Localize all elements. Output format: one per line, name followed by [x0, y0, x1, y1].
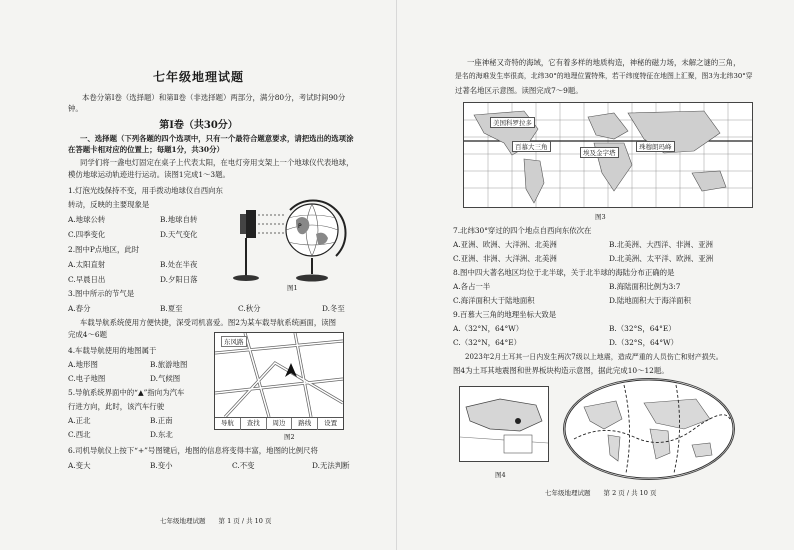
nav-tab-3: 周边	[267, 418, 293, 430]
figure-3-caption: 图3	[595, 213, 606, 221]
figure-1-lamp-globe	[232, 190, 352, 290]
epicenter-icon	[515, 418, 521, 424]
q7-option-a: A.亚洲、欧洲、大洋洲、北美洲	[453, 240, 557, 249]
q1-option-d: D.天气变化	[160, 230, 198, 239]
q3-option-d: D.冬至	[322, 304, 345, 313]
q4-option-d: D.气候图	[150, 374, 181, 383]
q2-option-d: D.夕阳日落	[160, 275, 198, 284]
question-5-cont: 行进方向，此时，该汽车行驶	[68, 402, 165, 411]
q5-option-b: B.正南	[150, 416, 173, 425]
q7-option-c: C.亚洲、非洲、大洋洲、北美洲	[453, 254, 557, 263]
section-heading: 第Ⅰ卷（共30分）	[159, 120, 238, 131]
q1-option-a: A.地球公转	[68, 215, 106, 224]
q8-option-c: C.海洋面积大于陆地面积	[453, 296, 535, 305]
question-3: 3.图中所示的节气是	[68, 289, 135, 298]
nav-bottom-bar	[215, 417, 343, 430]
page-2-footer: 七年级地理试题 第 2 页 / 共 10 页	[545, 489, 657, 497]
q1-option-b: B.地球自转	[160, 215, 198, 224]
lamp-head	[246, 210, 256, 238]
q6-option-a: A.变大	[68, 461, 91, 470]
question-8: 8.图中四大著名地区均位于北半球，关于北半球的海陆分布正确的是	[453, 268, 675, 277]
question-6: 6.司机导航仪上按下“+”号图键后，地图的信息将变得丰富，地图的比例尺将	[68, 446, 318, 455]
light-rays	[258, 215, 284, 233]
intro-line-2: 钟。	[68, 104, 83, 113]
figure-2-navigation-map	[214, 332, 344, 430]
q4-option-b: B.旅游地图	[150, 360, 188, 369]
q6-option-d: D.无法判断	[312, 461, 350, 470]
figure-4-caption: 图4	[495, 471, 506, 479]
q6-option-b: B.变小	[150, 461, 173, 470]
context-line-2: 模仿地球运动轨迹进行运动。读图1完成1～3题。	[68, 170, 230, 179]
q5-option-d: D.东北	[150, 430, 173, 439]
question-9: 9.百慕大三角的地理坐标大致是	[453, 310, 557, 319]
question-1: 1.灯泡光线保持不变，用手拨动地球仪自西向东	[68, 186, 223, 195]
q4-option-a: A.地形图	[68, 360, 98, 369]
context-line-3: 车载导航系统使用方便快捷，深受司机喜爱。图2为某车载导航系统画面，读图	[80, 318, 336, 327]
figure-4-turkey-map	[459, 386, 549, 462]
q2-option-c: C.早晨日出	[68, 275, 106, 284]
page-2	[397, 0, 794, 550]
q2-option-b: B.处在半夜	[160, 260, 198, 269]
q7-option-b: B.北美洲、大西洋、非洲、亚洲	[609, 240, 713, 249]
q9-option-b: B.（32°S，64°E）	[609, 324, 676, 333]
q9-option-d: D.（32°S，64°W）	[609, 338, 679, 347]
q8-option-b: B.海陆面积比例为3:7	[609, 282, 681, 291]
globe	[286, 204, 338, 256]
q3-option-c: C.秋分	[238, 304, 261, 313]
figure-4-plate-map	[563, 378, 735, 480]
exam-title: 七年级地理试题	[152, 70, 244, 84]
lamp-shade	[240, 214, 246, 234]
intro-line-1: 本卷分第Ⅰ卷（选择题）和第Ⅱ卷（非选择题）两部分，满分80分，考试时间90分	[82, 93, 346, 102]
q3-option-b: B.夏至	[160, 304, 183, 313]
nav-road-label: 东风路	[221, 336, 247, 347]
map-label-bermuda: 百慕大三角	[512, 141, 551, 152]
passage-line-3: 过著名地区示意图。读图完成7～9题。	[455, 86, 583, 95]
passage-line-1: 一座神秘又奇特的海域，它有着多样的地质构造，神秘的磁力场，未解之谜的三角，	[467, 58, 741, 67]
context-line-6: 图4为土耳其地震图和世界板块构造示意图，据此完成10～12题。	[453, 366, 669, 375]
q1-option-c: C.四季变化	[68, 230, 106, 239]
q4-option-c: C.电子地图	[68, 374, 106, 383]
figure-1-caption: 图1	[287, 284, 298, 292]
figure-3-world-map	[463, 102, 753, 208]
question-7: 7.北纬30°穿过的四个地点自西向东依次在	[453, 226, 592, 235]
q6-option-c: C.不变	[232, 461, 255, 470]
instruction-line-2: 在答题卡相对应的位置上；每题1分，共30分）	[68, 145, 224, 154]
q2-option-a: A.太阳直射	[68, 260, 106, 269]
context-line-1: 同学们将一盏电灯固定在桌子上代表太阳，在电灯旁用支架上一个地球仪代表地球，	[80, 158, 354, 167]
q9-option-a: A.（32°N，64°W）	[453, 324, 524, 333]
nav-tab-4: 路线	[292, 418, 318, 430]
question-5: 5.导航系统界面中的“▲”指向为汽车	[68, 388, 185, 397]
passage-line-2: 是名的海难发生率很高，北纬30°的地理位置特殊，若干纬度特征在地图上汇聚，图3为北纬30°穿	[455, 72, 753, 80]
q9-option-c: C.（32°N，64°E）	[453, 338, 521, 347]
lamp-base	[233, 275, 259, 281]
q8-option-a: A.各占一半	[453, 282, 491, 291]
plate-map-graphic	[564, 379, 734, 479]
q7-option-d: D.北美洲、太平洋、欧洲、亚洲	[609, 254, 714, 263]
nav-tab-1: 导航	[215, 418, 241, 430]
context-line-5: 2023年2月土耳其一日内发生两次7级以上地震，造成严重的人员伤亡和财产损失。	[465, 353, 723, 361]
nav-tab-5: 设置	[324, 419, 338, 427]
context-line-4: 完成4～6题	[68, 330, 107, 339]
q3-option-a: A.春分	[68, 304, 91, 313]
q5-option-a: A.正北	[68, 416, 91, 425]
page-1-footer: 七年级地理试题 第 1 页 / 共 10 页	[160, 517, 272, 525]
map-label-everest: 珠穆朗玛峰	[636, 141, 675, 152]
map-label-pyramids: 埃及金字塔	[580, 147, 619, 158]
nav-tab-2: 查找	[241, 418, 267, 430]
question-2: 2.图中P点地区，此时	[68, 245, 140, 254]
point-p-label: P	[298, 223, 302, 230]
map-label-colorado: 美国科罗拉多	[490, 117, 535, 128]
q5-option-c: C.西北	[68, 430, 91, 439]
question-1-cont: 转动，反映的主要现象是	[68, 200, 150, 209]
figure-2-caption: 图2	[284, 433, 295, 441]
question-4: 4.车载导航使用的地图属于	[68, 346, 157, 355]
instruction-line-1: 一、选择题（下列各题的四个选项中，只有一个最符合题意要求，请把选出的选项涂	[80, 134, 354, 143]
q8-option-d: D.陆地面积大于海洋面积	[609, 296, 691, 305]
globe-base	[296, 275, 328, 282]
turkey-map-graphic	[460, 387, 548, 461]
